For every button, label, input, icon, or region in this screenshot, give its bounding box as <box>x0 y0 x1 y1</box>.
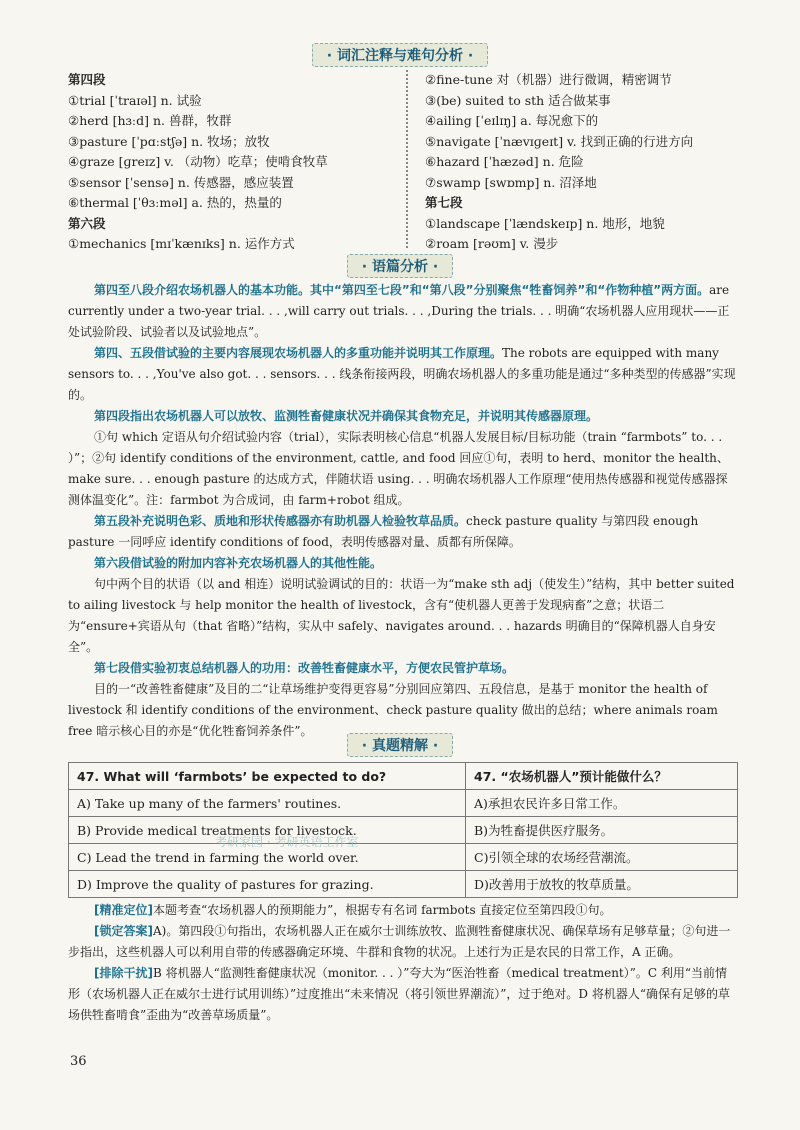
vocab-entry: ①trial [ˈtraɪəl] n. 试验 <box>68 92 202 108</box>
question-row <box>69 763 738 790</box>
analysis-paragraph <box>68 511 736 553</box>
explanation-paragraph <box>68 963 736 1026</box>
analysis-paragraph <box>68 406 736 427</box>
explanation-paragraph <box>68 921 736 963</box>
explanation-text: A)。第四段①句指出，农场机器人正在威尔士训练放牧、监测牲畜健康状况、确保草场有足够草量；②句进一步指出，这些机器人可以利用自带的传感器确定环境、牛群和食物的状况。上述行为正是农民的日常工作，A 正确。 <box>68 924 731 959</box>
analysis-paragraph <box>68 280 736 343</box>
analysis-paragraph <box>68 553 736 574</box>
question-cn: 47. “农场机器人”预计能做什么？ <box>466 763 738 790</box>
vocab-entry: ②roam [rəʊm] v. 漫步 <box>425 236 559 251</box>
vocab-entry: ⑤navigate [ˈnævɪɡeɪt] v. 找到正确的行进方向 <box>425 133 694 149</box>
option-cn: A)承担农民许多日常工作。 <box>466 790 738 817</box>
vocab-entry: ⑥hazard [ˈhæzəd] n. 危险 <box>425 154 584 169</box>
analysis-text: 句中两个目的状语（以 and 相连）说明试验调试的目的：状语一为“make sth adj（使发生）”结构，其中 better suited to ailing livestock 与 help monitor the health of livestock，含有“使机器人更善于发现病畜”之意；状语二为“ensure+宾语从句（that 省略）”结构，实从中 safely、navigates around. . . hazards 明确目的“保障机器人自身安全”。 <box>68 577 735 654</box>
explanation-tag: [排除干扰] <box>94 966 153 980</box>
explanation-tag: [精准定位] <box>94 903 153 917</box>
question-header-text: · 真题精解 · <box>347 733 453 757</box>
analysis-text: are currently under a two-year trial. . . ,will carry out trials. . . ,During the trials. . . 明确“农场机器人应用现状——正处试验阶段、试验者以及试验地点”。 <box>68 283 730 339</box>
vocab-section-label: 第四段 <box>68 72 106 87</box>
vocab-entry: ①landscape [ˈlændskeɪp] n. 地形，地貌 <box>425 215 665 231</box>
analysis-section-header <box>0 255 800 277</box>
option-row <box>69 871 738 898</box>
analysis-highlight: 第四段指出农场机器人可以放牧、监测牲畜健康状况并确保其食物充足，并说明其传感器原理。 <box>94 409 599 423</box>
vocab-divider <box>406 70 408 248</box>
vocab-entry: ⑦swamp [swɒmp] n. 沼泽地 <box>425 174 597 190</box>
explanation-paragraph <box>68 900 736 921</box>
option-cn: C)引领全球的农场经营潮流。 <box>466 844 738 871</box>
analysis-highlight: 第五段补充说明色彩、质地和形状传感器亦有助机器人检验牧草品质。 <box>94 514 467 528</box>
vocab-entry: ③(be) suited to sth 适合做某事 <box>425 92 611 108</box>
vocab-entry: ②herd [hɜːd] n. 兽群，牧群 <box>68 113 232 128</box>
analysis-text: 目的一“改善牲畜健康”及目的二“让草场维护变得更容易”分别回应第四、五段信息，是基于 monitor the health of livestock 和 identify conditions of the environment、check pasture quality 做出的总结；where animals roam free 暗示核心目的亦是“优化牲畜饲养条件”。 <box>68 682 718 738</box>
option-en: C) Lead the trend in farming the world over. <box>69 844 466 871</box>
explanation-text: B 将机器人“监测牲畜健康状况（monitor. . . ）”夸大为“医治牲畜（medical treatment）”。C 利用“当前情形（农场机器人正在威尔士进行试用训练）”过度推出“未来情况（将引领世界潮流）”，过于绝对。D 将机器人“确保有足够的草场供牲畜啃食”歪曲为“改善草场质量”。 <box>68 966 730 1022</box>
analysis-text: check pasture quality 与第四段 enough pasture 一同呼应 identify conditions of food，表明传感器对量、质都有所保障。 <box>68 514 699 549</box>
option-cn: D)改善用于放牧的牧草质量。 <box>466 871 738 898</box>
vocab-entry: ⑥thermal [ˈθɜːməl] a. 热的，热量的 <box>68 195 282 210</box>
analysis-paragraph <box>68 574 736 658</box>
option-row <box>69 790 738 817</box>
analysis-header-text: · 语篇分析 · <box>347 254 453 278</box>
question-table <box>68 762 738 898</box>
explanation-text: 本题考查“农场机器人的预期能力”，根据专有名词 farmbots 直接定位至第四段①句。 <box>152 903 612 917</box>
option-row <box>69 844 738 871</box>
analysis-highlight: 第六段借试验的附加内容补充农场机器人的其他性能。 <box>94 556 383 570</box>
vocab-list <box>68 70 748 251</box>
vocab-entry: ⑤sensor [ˈsensə] n. 传感器，感应装置 <box>68 174 294 190</box>
option-en: A) Take up many of the farmers' routines. <box>69 790 466 817</box>
option-en: D) Improve the quality of pastures for grazing. <box>69 871 466 898</box>
watermark-text: 考研家园 · 考研英语工作室 <box>215 835 359 849</box>
vocab-header-text: · 词汇注释与难句分析 · <box>312 43 488 67</box>
analysis-highlight: 第七段借实验初衷总结机器人的功用：改善牲畜健康水平，方便农民管护草场。 <box>94 661 515 675</box>
analysis-highlight: 第四至八段介绍农场机器人的基本功能。其中“第四至七段”和“第八段”分别聚焦“牲畜饲养”和“作物种植”两方面。 <box>94 283 710 297</box>
analysis-text: ①句 which 定语从句介绍试验内容（trial），实际表明核心信息“机器人发展目标/目标功能（train “farmbots” to. . . ）”；②句 identify conditions of the environment, cattle, and food 回应①句，表明 to herd、monitor the health、make sure. . . enough pasture 的达成方式，伴随状语 using. . . 明确农场机器人工作原理“使用热传感器和视觉传感器探测体温变化”。注：farmbot 为合成词，由 farm+robot 组成。 <box>68 430 729 507</box>
analysis-highlight: 第四、五段借试验的主要内容展现农场机器人的多重功能并说明其工作原理。 <box>94 346 503 360</box>
option-row <box>69 817 738 844</box>
vocab-section-label: 第六段 <box>68 215 106 231</box>
analysis-paragraph <box>68 658 736 679</box>
analysis-text: The robots are equipped with many sensors to. . . ,You've also got. . . sensors. . . 线条衔接两段，明确农场机器人的多重功能是通过“多种类型的传感器”实现的。 <box>68 346 736 402</box>
page-number: 36 <box>70 1054 87 1069</box>
analysis-paragraph <box>68 427 736 511</box>
analysis-paragraph <box>68 343 736 406</box>
explanation-tag: [锁定答案] <box>94 924 153 938</box>
question-en: 47. What will ‘farmbots’ be expected to do? <box>69 763 466 790</box>
vocab-entry: ②fine-tune 对（机器）进行微调，精密调节 <box>425 72 672 87</box>
vocab-entry: ④ailing [ˈeɪlɪŋ] a. 每况愈下的 <box>425 113 599 128</box>
discourse-analysis <box>68 280 736 742</box>
question-section-header <box>0 734 800 756</box>
vocab-entry: ③pasture [ˈpɑːstʃə] n. 牧场；放牧 <box>68 133 270 149</box>
vocab-right-column <box>425 70 755 255</box>
answer-explanation <box>68 900 736 1026</box>
vocab-left-column <box>68 70 398 255</box>
vocab-section-header <box>0 44 800 66</box>
vocab-entry: ①mechanics [mɪˈkænɪks] n. 运作方式 <box>68 236 295 251</box>
vocab-entry: ④graze [ɡreɪz] v. （动物）吃草；使啃食牧草 <box>68 154 328 169</box>
vocab-section-label: 第七段 <box>425 195 463 210</box>
option-en: B) Provide medical treatments for livestock. <box>69 817 466 844</box>
option-cn: B)为牲畜提供医疗服务。 <box>466 817 738 844</box>
